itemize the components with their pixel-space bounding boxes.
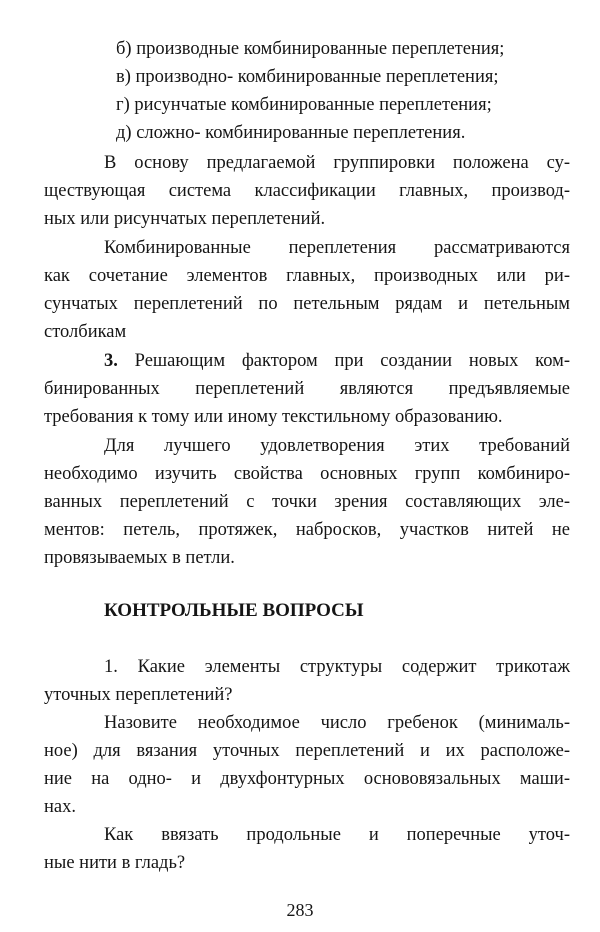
list-item: г) рисунчатые комбинированные переплетения; xyxy=(116,95,492,115)
paragraph-line: необходимо изучить свойства основных групп комбиниро- xyxy=(44,464,570,484)
question-line: ние на одно- и двухфонтурных основовязальных маши- xyxy=(44,769,570,789)
page-number: 283 xyxy=(286,900,314,920)
list-item: в) производно- комбинированные переплетения; xyxy=(116,67,499,87)
paragraph-line: ных или рисунчатых переплетений. xyxy=(44,209,326,229)
question-line: Назовите необходимое число гребенок (минималь- xyxy=(104,713,570,733)
paragraph-line: сунчатых переплетений по петельным рядам и петельным xyxy=(44,294,570,314)
paragraph-text: Решающим фактором при создании новых ком- xyxy=(134,351,571,371)
list-item: д) сложно- комбинированные переплетения. xyxy=(116,123,466,143)
question-line: уточных переплетений? xyxy=(44,685,233,705)
paragraph-line: Комбинированные переплетения рассматриваются xyxy=(104,238,570,258)
paragraph-line: провязываемых в петли. xyxy=(44,548,235,568)
paragraph-line: как сочетание элементов главных, производных или ри- xyxy=(44,266,570,286)
question-line: нах. xyxy=(44,797,76,817)
paragraph-line: В основу предлагаемой группировки положена су- xyxy=(104,153,570,173)
paragraph-line: ментов: петель, протяжек, набросков, участков нитей не xyxy=(44,520,570,540)
question-line: ное) для вязания уточных переплетений и их расположе- xyxy=(44,741,570,761)
paragraph-line: Для лучшего удовлетворения этих требований xyxy=(104,436,570,456)
paragraph-line: ванных переплетений с точки зрения составляющих эле- xyxy=(44,492,570,512)
list-item: б) производные комбинированные переплетения; xyxy=(116,39,505,59)
paragraph-line: бинированных переплетений являются предъявляемые xyxy=(44,379,570,399)
question-line: ные нити в гладь? xyxy=(44,853,186,873)
section-heading: КОНТРОЛЬНЫЕ ВОПРОСЫ xyxy=(104,600,364,621)
paragraph-line xyxy=(104,348,570,374)
question-line: 1. Какие элементы структуры содержит трикотаж xyxy=(104,657,570,677)
question-line: Как ввязать продольные и поперечные уточ- xyxy=(104,825,570,845)
paragraph-line: ществующая система классификации главных, производ- xyxy=(44,181,570,201)
item-number: 3. xyxy=(104,351,118,371)
paragraph-line: требования к тому или иному текстильному образованию. xyxy=(44,407,503,427)
paragraph-line: столбикам xyxy=(44,322,127,342)
